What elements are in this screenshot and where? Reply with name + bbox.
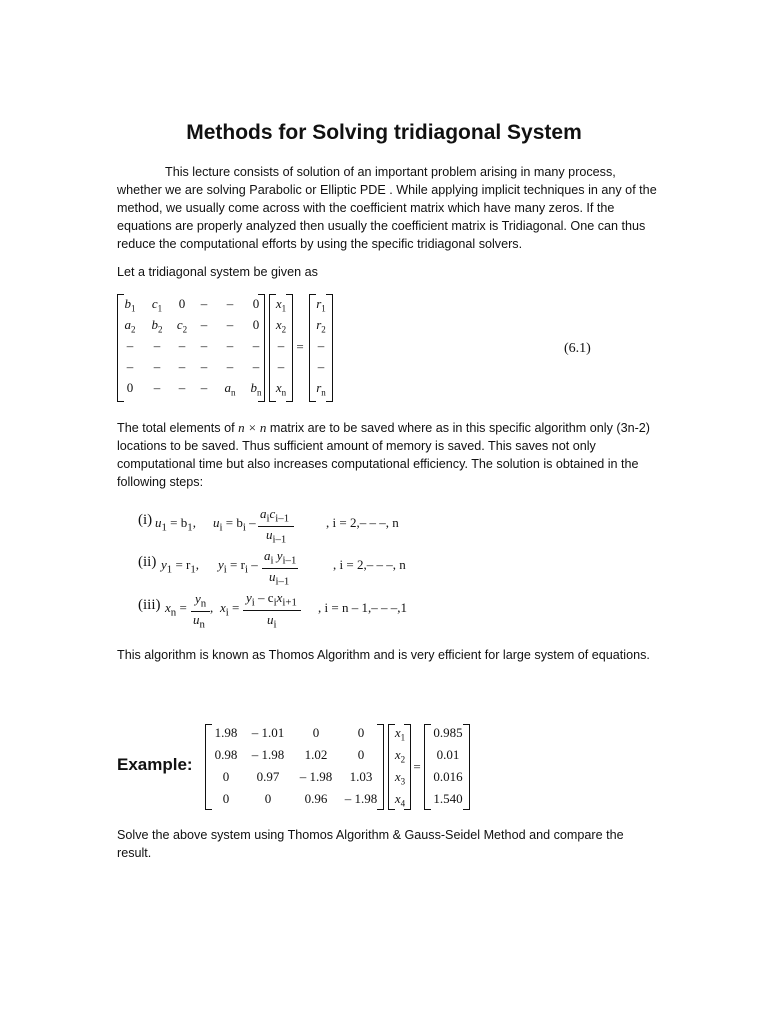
system-intro-line: Let a tridiagonal system be given as	[117, 265, 318, 279]
page-title: Methods for Solving tridiagonal System	[186, 121, 582, 144]
example-x-r3: $x_3$	[394, 769, 406, 787]
example-x-r1: $x_1$	[394, 725, 406, 743]
example-coefficient-matrix	[205, 724, 384, 810]
step-label: (iii)	[138, 597, 161, 613]
system-cell-r1-c5: –	[226, 296, 234, 311]
system-cell-r3-c5: –	[226, 338, 234, 353]
example-rhs-vector	[424, 724, 470, 810]
system-r-r3: –	[317, 338, 325, 353]
system-cell-r4-c5: –	[226, 359, 234, 374]
example-cell-r3-c1: 0	[222, 769, 230, 784]
system-r-r1: $r_1$	[316, 296, 326, 314]
example-x-r2: $x_2$	[394, 747, 406, 765]
equals-sign: =	[296, 339, 304, 354]
system-cell-r5-c4: –	[200, 380, 208, 395]
example-cell-r1-c1: 1.98	[214, 725, 238, 740]
system-cell-r2-c1: $a_2$	[124, 317, 136, 335]
n-by-n-math: n × n	[238, 420, 267, 435]
system-cell-r4-c4: –	[200, 359, 208, 374]
example-cell-r1-c3: 0	[312, 725, 320, 740]
step-ii-formula: (ii) $y_1 = r_1$, $y_i = r_i$ – $a_i$ $y_{i-1}$ $u_{i-1}$	[138, 548, 297, 588]
example-label: Example:	[117, 755, 193, 774]
closing-paragraph: Solve the above system using Thomos Algorithm & Gauss-Seidel Method and compare the result.	[117, 828, 624, 860]
example-cell-r4-c1: 0	[222, 791, 230, 806]
intro-paragraph: This lecture consists of solution of an important problem arising in many process, whether we are solving Parabolic or Elliptic PDE . While applying implicit techniques in any of the method, we usually come across with the coefficient matrix which have many zeros. If the equations are properly analyzed then usually the coefficient matrix is Tridiagonal. One can thus reduce the computational efforts by using the specific tridiagonal solvers.	[117, 165, 657, 251]
system-cell-r4-c3: –	[178, 359, 186, 374]
example-cell-r4-c2: 0	[264, 791, 272, 806]
example-rhs-r4: 1.540	[433, 791, 463, 806]
system-cell-r2-c3: $c_2$	[176, 317, 188, 335]
system-cell-r2-c2: $b_2$	[151, 317, 163, 335]
system-cell-r5-c6: $b_n$	[250, 380, 262, 398]
example-unknown-vector	[388, 724, 411, 810]
example-cell-r1-c4: 0	[357, 725, 365, 740]
system-cell-r4-c2: –	[153, 359, 161, 374]
system-cell-r3-c1: –	[126, 338, 134, 353]
system-x-r4: –	[277, 359, 285, 374]
system-cell-r5-c5: $a_n$	[224, 380, 236, 398]
system-cell-r5-c2: –	[153, 380, 161, 395]
system-x-r2: $x_2$	[275, 317, 287, 335]
step-label: (i)	[138, 512, 153, 528]
system-cell-r1-c2: $c_1$	[151, 296, 163, 314]
thomas-note-paragraph: This algorithm is known as Thomos Algorithm and is very efficient for large system of equations.	[117, 648, 650, 662]
storage-text-b: matrix are to be saved where as in this specific algorithm only (3n-2) locations to be saved. Thus sufficient amount of memory is saved. This saves not only computational time but also increases computational efficiency. The solution is obtained in the following steps:	[117, 421, 650, 489]
system-cell-r1-c3: 0	[178, 296, 186, 311]
system-cell-r5-c1: 0	[126, 380, 134, 395]
example-cell-r3-c3: – 1.98	[299, 769, 333, 784]
system-cell-r3-c6: –	[252, 338, 260, 353]
coefficient-matrix	[117, 294, 265, 402]
step-iii-formula: (iii) $x_n$ = $y_n$ $u_n$ , $x_i$ = $y_i - c_ix_{i+1}$ $u_i$	[138, 590, 418, 630]
system-cell-r3-c2: –	[153, 338, 161, 353]
example-cell-r2-c2: – 1.98	[251, 747, 285, 762]
system-x-r5: $x_n$	[275, 380, 287, 398]
example-cell-r3-c4: 1.03	[349, 769, 373, 784]
system-cell-r1-c6: 0	[252, 296, 260, 311]
system-cell-r5-c3: –	[178, 380, 186, 395]
example-system-equation	[205, 724, 475, 810]
storage-paragraph	[117, 419, 657, 491]
system-cell-r2-c4: –	[200, 317, 208, 332]
system-cell-r1-c4: –	[200, 296, 208, 311]
system-cell-r1-c1: $b_1$	[124, 296, 136, 314]
example-cell-r4-c3: 0.96	[304, 791, 328, 806]
step-i-formula: (i) $u_1 = b_1$, $u_i = b_i$ – $a_ic_{i-1}$ $u_{i-1}$	[138, 506, 418, 546]
storage-text-a: The total elements of	[117, 421, 239, 435]
system-cell-r3-c3: –	[178, 338, 186, 353]
system-x-r1: $x_1$	[275, 296, 287, 314]
equation-number: (6.1)	[564, 341, 591, 356]
example-cell-r2-c1: 0.98	[214, 747, 238, 762]
step-iii-range: , i = n – 1,– – –,1	[318, 600, 407, 615]
example-cell-r1-c2: – 1.01	[251, 725, 285, 740]
example-cell-r2-c4: 0	[357, 747, 365, 762]
system-x-r3: –	[277, 338, 285, 353]
step-ii-range: , i = 2,– – –, n	[333, 557, 406, 572]
example-rhs-r3: 0.016	[433, 769, 463, 784]
tridiagonal-system-equation	[117, 294, 347, 402]
example-cell-r2-c3: 1.02	[304, 747, 328, 762]
system-cell-r2-c5: –	[226, 317, 234, 332]
system-cell-r4-c6: –	[252, 359, 260, 374]
unknown-vector	[269, 294, 293, 402]
system-cell-r4-c1: –	[126, 359, 134, 374]
example-rhs-r2: 0.01	[436, 747, 460, 762]
system-cell-r3-c4: –	[200, 338, 208, 353]
system-r-r4: –	[317, 359, 325, 374]
example-equals-sign: =	[413, 759, 421, 774]
example-cell-r3-c2: 0.97	[256, 769, 280, 784]
example-rhs-r1: 0.985	[433, 725, 463, 740]
system-r-r2: $r_2$	[316, 317, 326, 335]
step-i-range: , i = 2,– – –, n	[326, 515, 399, 530]
rhs-vector	[309, 294, 333, 402]
system-cell-r2-c6: 0	[252, 317, 260, 332]
example-cell-r4-c4: – 1.98	[344, 791, 378, 806]
step-label: (ii)	[138, 554, 157, 570]
example-x-r4: $x_4$	[394, 791, 406, 809]
system-r-r5: $r_n$	[316, 380, 326, 398]
